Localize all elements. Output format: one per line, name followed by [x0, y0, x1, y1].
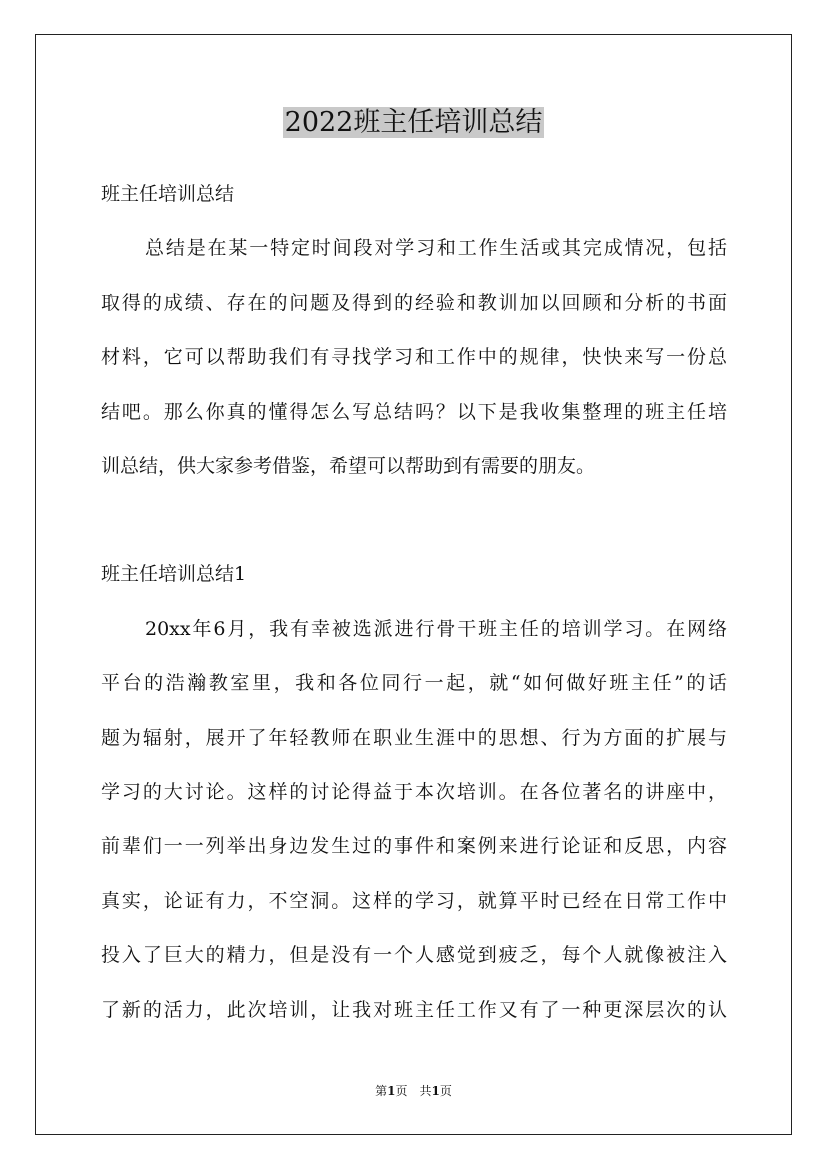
- section1-paragraph-line: 题为辐射，展开了年轻教师在职业生涯中的思想、行为方面的扩展与: [101, 727, 727, 749]
- intro-paragraph-line: 总结是在某一特定时间段对学习和工作生活或其完成情况，包括: [145, 237, 727, 259]
- section1-paragraph-line: 投入了巨大的精力，但是没有一个人感觉到疲乏，每个人就像被注入: [101, 944, 727, 966]
- footer-page-total: 1: [431, 1084, 440, 1098]
- intro-heading: 班主任培训总结: [101, 183, 235, 205]
- section1-paragraph-line: 了新的活力，此次培训，让我对班主任工作又有了一种更深层次的认: [101, 999, 727, 1021]
- footer-total-prefix: 共: [419, 1084, 432, 1098]
- intro-paragraph-line: 材料，它可以帮助我们有寻找学习和工作中的规律，快快来写一份总: [101, 346, 727, 368]
- footer-total-suffix: 页: [439, 1084, 452, 1098]
- intro-paragraph-line: 取得的成绩、存在的问题及得到的经验和教训加以回顾和分析的书面: [101, 292, 727, 314]
- page-footer: [0, 1083, 827, 1099]
- footer-page-mid: 页: [395, 1084, 408, 1098]
- document-title-text: 2022班主任培训总结: [284, 107, 543, 138]
- section1-paragraph-line: 前辈们一一列举出身边发生过的事件和案例来进行论证和反思，内容: [101, 835, 727, 857]
- intro-paragraph-line: 训总结，供大家参考借鉴，希望可以帮助到有需要的朋友。: [101, 455, 596, 477]
- intro-paragraph-line: 结吧。那么你真的懂得怎么写总结吗？以下是我收集整理的班主任培: [101, 401, 727, 423]
- document-title: [0, 103, 827, 143]
- section1-paragraph-line: 学习的大讨论。这样的讨论得益于本次培训。在各位著名的讲座中，: [101, 781, 727, 803]
- section1-heading: 班主任培训总结1: [101, 563, 247, 585]
- section1-paragraph-line: 真实，论证有力，不空洞。这样的学习，就算平时已经在日常工作中: [101, 890, 727, 912]
- footer-page-current: 1: [387, 1084, 396, 1098]
- section1-paragraph-line: 平台的浩瀚教室里，我和各位同行一起，就“如何做好班主任”的话: [101, 672, 727, 694]
- footer-page-prefix: 第: [375, 1084, 388, 1098]
- section1-paragraph-line: 20xx年6月，我有幸被选派进行骨干班主任的培训学习。在网络: [145, 618, 727, 640]
